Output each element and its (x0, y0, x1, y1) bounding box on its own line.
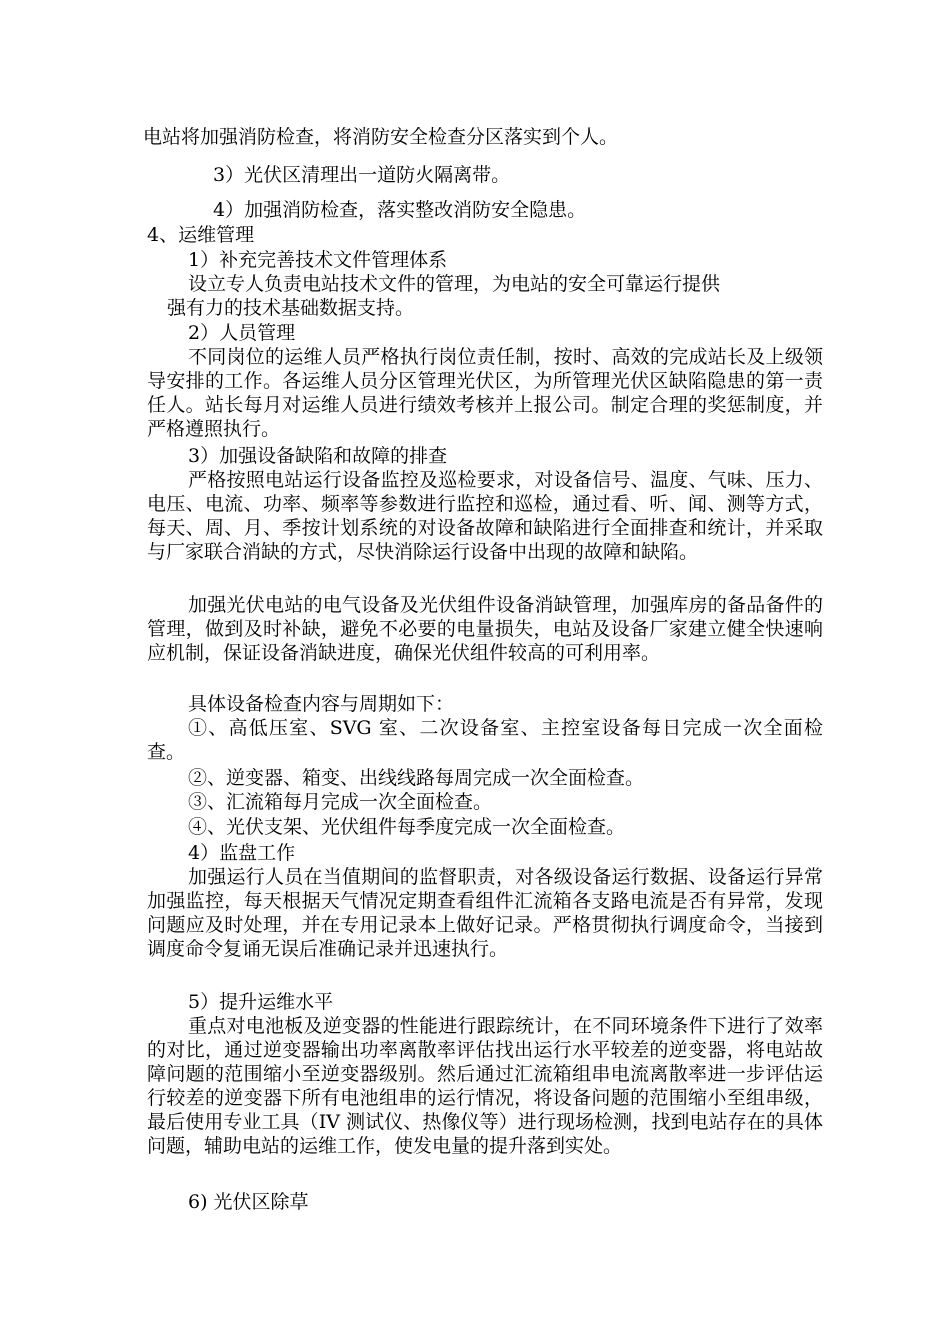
paragraph-line: 强有力的技术基础数据支持。 (167, 297, 415, 319)
check-item-4: ④、光伏支架、光伏组件每季度完成一次全面检查。 (188, 816, 626, 838)
list-item-3: 3）光伏区清理出一道防火隔离带。 (213, 164, 511, 186)
check-item-1: ①、高低压室、SVG 室、二次设备室、主控室设备每日完成一次全面检查。 (147, 717, 823, 763)
paragraph-check-intro: 具体设备检查内容与周期如下： (188, 693, 455, 715)
subheading-6: 6) 光伏区除草 (188, 1191, 309, 1213)
list-item-4: 4）加强消防检查，落实整改消防安全隐患。 (213, 199, 587, 221)
subheading-1: 1）补充完善技术文件管理体系 (188, 249, 448, 271)
check-item-3: ③、汇流箱每月完成一次全面检查。 (188, 791, 493, 813)
paragraph-defect-management: 加强光伏电站的电气设备及光伏组件设备消缺管理，加强库房的备品备件的管理，做到及时补缺，避免不必要的电量损失，电站及设备厂家建立健全快速响应机制，保证设备消缺进度，确保光伏组件较高的可利用率。 (147, 594, 823, 664)
paragraph-monitoring: 加强运行人员在当值期间的监督职责，对各级设备运行数据、设备运行异常加强监控，每天根据天气情况定期查看组件汇流箱各支路电流是否有异常，发现问题应及时处理，并在专用记录本上做好记录。严格贯彻执行调度命令，当接到调度命令复诵无误后准确记录并迅速执行。 (147, 866, 823, 960)
subheading-5: 5）提升运维水平 (188, 991, 334, 1013)
check-item-2: ②、逆变器、箱变、出线线路每周完成一次全面检查。 (188, 767, 645, 789)
paragraph-tech-docs (147, 272, 823, 320)
section-heading-4: 4、运维管理 (147, 224, 255, 246)
subheading-3: 3）加强设备缺陷和故障的排查 (188, 445, 448, 467)
paragraph-inspection: 严格按照电站运行设备监控及巡检要求，对设备信号、温度、气味、压力、电压、电流、功率、频率等参数进行监控和巡检，通过看、听、闻、测等方式，每天、周、月、季按计划系统的对设备故障和缺陷进行全面排查和统计，并采取与厂家联合消缺的方式，尽快消除运行设备中出现的故障和缺陷。 (147, 469, 823, 563)
paragraph-personnel: 不同岗位的运维人员严格执行岗位责任制，按时、高效的完成站长及上级领导安排的工作。各运维人员分区管理光伏区，为所管理光伏区缺陷隐患的第一责任人。站长每月对运维人员进行绩效考核并上报公司。制定合理的奖惩制度，并严格遵照执行。 (147, 346, 823, 440)
paragraph-line: 设立专人负责电站技术文件的管理，为电站的安全可靠运行提供 (188, 273, 721, 295)
subheading-4: 4）监盘工作 (188, 842, 296, 864)
intro-line: 电站将加强消防检查，将消防安全检查分区落实到个人。 (143, 126, 619, 148)
subheading-2: 2）人员管理 (188, 322, 296, 344)
paragraph-performance: 重点对电池板及逆变器的性能进行跟踪统计，在不同环境条件下进行了效率的对比，通过逆变器输出功率离散率评估找出运行水平较差的逆变器，将电站故障问题的范围缩小至逆变器级别。然后通过汇流箱组串电流离散率进一步评估运行较差的逆变器下所有电池组串的运行情况，将设备问题的范围缩小至组串级，最后使用专业工具（IV 测试仪、热像仪等）进行现场检测，找到电站存在的具体问题，辅助电站的运维工作，使发电量的提升落到实处。 (147, 1015, 823, 1157)
